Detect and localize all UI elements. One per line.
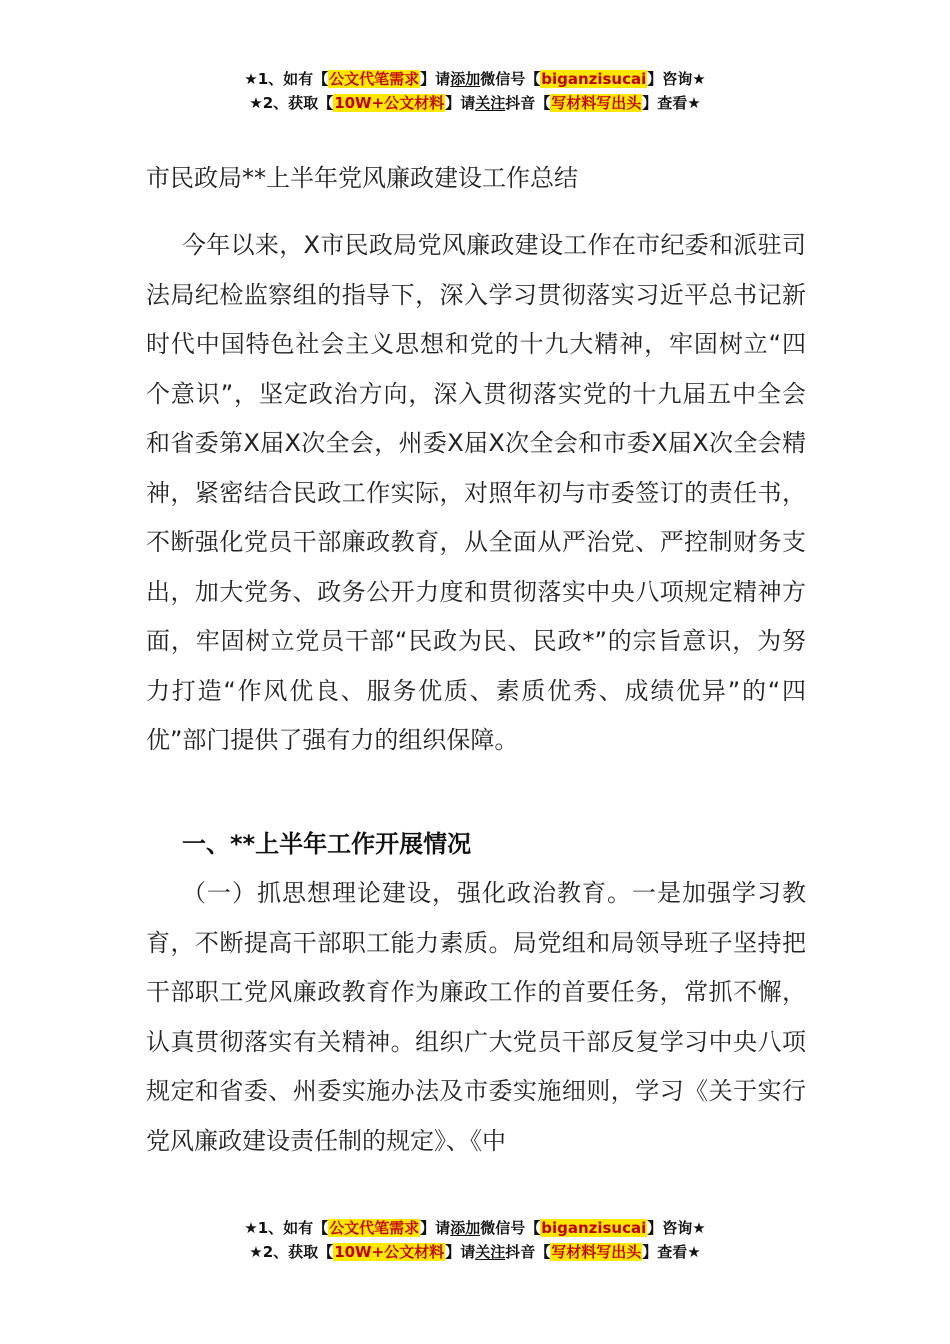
- highlight-douyin-id: 写材料写出头: [551, 1243, 642, 1261]
- promo-line-1: ★1、如有【公文代笔需求】请添加微信号【biganzisucai】咨询★: [244, 1219, 706, 1237]
- highlight-douyin-id: 写材料写出头: [551, 94, 642, 112]
- promo-banner-top: [0, 67, 950, 115]
- highlight-materials: 10W+公文材料: [334, 94, 445, 112]
- promo-line-2: ★2、获取【10W+公文材料】请关注抖音【写材料写出头】查看★: [249, 94, 701, 112]
- promo-line-2: ★2、获取【10W+公文材料】请关注抖音【写材料写出头】查看★: [249, 1243, 701, 1261]
- section-1-paragraph: （一）抓思想理论建设，强化政治教育。一是加强学习教育，不断提高干部职工能力素质。局党组和局领导班子坚持把干部职工党风廉政教育作为廉政工作的首要任务，常抓不懈，认真贯彻落实有关精神。组织广大党员干部反复学习中央八项规定和省委、州委实施办法及市委实施细则，学习《关于实行党风廉政建设责任制的规定》、《中: [146, 879, 806, 1155]
- promo-banner-bottom: [0, 1216, 950, 1264]
- promo-line-1: ★1、如有【公文代笔需求】请添加微信号【biganzisucai】咨询★: [244, 70, 706, 88]
- highlight-materials: 10W+公文材料: [334, 1243, 445, 1261]
- highlight-service: 公文代笔需求: [329, 70, 420, 88]
- document-title: 市民政局**上半年党风廉政建设工作总结: [146, 164, 578, 192]
- highlight-wechat-id: biganzisucai: [541, 70, 647, 88]
- intro-paragraph: 今年以来，X市民政局党风廉政建设工作在市纪委和派驻司法局纪检监察组的指导下，深入学习贯彻落实习近平总书记新时代中国特色社会主义思想和党的十九大精神，牢固树立“四个意识”，坚定政治方向，深入贯彻落实党的十九届五中全会和省委第X届X次全会，州委X届X次全会和市委X届X次全会精神，紧密结合民政工作实际，对照年初与市委签订的责任书，不断强化党员干部廉政教育，从全面从严治党、严控制财务支出，加大党务、政务公开力度和贯彻落实中央八项规定精神方面，牢固树立党员干部“民政为民、民政*”的宗旨意识，为努力打造“作风优良、服务优质、素质优秀、成绩优异”的“四优”部门提供了强有力的组织保障。: [146, 231, 806, 754]
- highlight-wechat-id: biganzisucai: [541, 1219, 647, 1237]
- highlight-service: 公文代笔需求: [329, 1219, 420, 1237]
- section-heading-1: 一、**上半年工作开展情况: [182, 830, 472, 858]
